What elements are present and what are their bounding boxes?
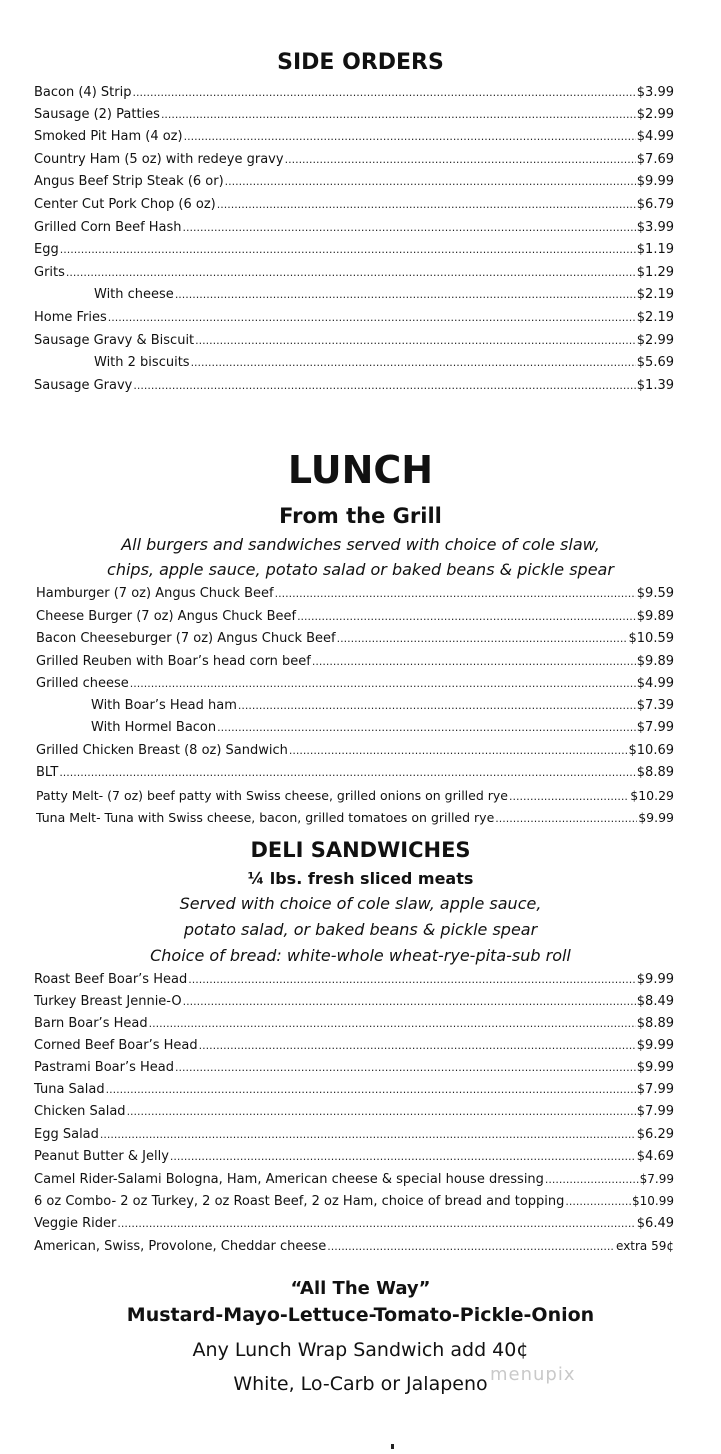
item-name: BLT <box>36 765 59 780</box>
menu-item <box>34 970 674 990</box>
item-price: $9.99 <box>638 810 674 825</box>
menu-item <box>34 1036 674 1056</box>
item-price: $9.99 <box>636 972 674 987</box>
item-price: $6.79 <box>636 197 674 212</box>
menu-item <box>34 376 674 396</box>
item-name: Grilled Corn Beef Hash <box>34 220 182 235</box>
item-price: $9.89 <box>636 609 674 624</box>
toppings-line: Mustard-Mayo-Lettuce-Tomato-Pickle-Onion <box>126 1304 595 1326</box>
item-price: $9.99 <box>636 1038 674 1053</box>
item-price: $8.89 <box>636 765 674 780</box>
item-price: $10.29 <box>630 788 674 803</box>
item-name: Smoked Pit Ham (4 oz) <box>34 129 183 144</box>
item-name: Sausage Gravy <box>34 378 133 393</box>
lunch-subtitle: From the Grill <box>279 504 442 528</box>
menu-item <box>34 1236 674 1256</box>
item-price: $7.99 <box>636 720 674 735</box>
menu-item <box>36 786 674 806</box>
item-price: $7.99 <box>636 1104 674 1119</box>
item-price: $1.39 <box>636 378 674 393</box>
menu-item <box>34 1014 674 1034</box>
menu-item <box>31 696 674 716</box>
menu-item <box>34 331 674 351</box>
lunch-note: All burgers and sandwiches served with choice of cole slaw, <box>121 535 600 554</box>
item-price: $3.99 <box>636 220 674 235</box>
item-name: With cheese <box>94 287 174 302</box>
deli-note: Served with choice of cole slaw, apple sauce, <box>179 894 542 913</box>
item-price: $9.99 <box>636 174 674 189</box>
deli-title: DELI SANDWICHES <box>250 838 471 862</box>
menu-item <box>36 808 674 828</box>
item-price: $6.49 <box>636 1216 674 1231</box>
item-price: $10.59 <box>628 631 674 646</box>
item-name: Grilled Chicken Breast (8 oz) Sandwich <box>36 743 288 758</box>
item-price: $7.69 <box>636 152 674 167</box>
item-name: With Boar’s Head ham <box>91 698 237 713</box>
item-price: $7.99 <box>636 1082 674 1097</box>
watermark: menupix <box>490 1364 576 1385</box>
menu-item <box>34 1147 674 1167</box>
menu-item <box>34 1214 674 1234</box>
item-name: Sausage Gravy & Biscuit <box>34 333 195 348</box>
item-price: $4.69 <box>636 1149 674 1164</box>
menu-item <box>34 172 674 192</box>
item-price: $6.29 <box>636 1127 674 1142</box>
menu-item <box>34 150 674 170</box>
item-price: $5.69 <box>636 355 674 370</box>
item-name: Grilled cheese <box>36 676 129 691</box>
menu-item <box>34 1102 674 1122</box>
menu-item <box>31 718 674 738</box>
item-name: Chicken Salad <box>34 1104 126 1119</box>
item-price: $10.69 <box>628 743 674 758</box>
menu-item <box>36 652 674 672</box>
menu-item <box>34 195 674 215</box>
item-price: extra 59¢ <box>616 1239 674 1253</box>
menu-item <box>34 1080 674 1100</box>
item-name: Grilled Reuben with Boar’s head corn beef <box>36 654 311 669</box>
item-price: $2.19 <box>636 287 674 302</box>
menu-item <box>34 127 674 147</box>
item-price: $1.19 <box>636 242 674 257</box>
page-mark <box>391 1444 394 1449</box>
deli-note: potato salad, or baked beans & pickle spear <box>183 920 538 939</box>
item-name: Tuna Melt- Tuna with Swiss cheese, bacon, grilled tomatoes on grilled rye <box>36 810 495 825</box>
menu-item <box>36 607 674 627</box>
item-price: $4.99 <box>636 129 674 144</box>
menu-item <box>34 240 674 260</box>
item-price: $7.39 <box>636 698 674 713</box>
menu-item <box>34 263 674 283</box>
item-name: Sausage (2) Patties <box>34 107 160 122</box>
item-price: $8.89 <box>636 1016 674 1031</box>
item-name: Patty Melt- (7 oz) beef patty with Swiss cheese, grilled onions on grilled rye <box>36 788 508 803</box>
menu-item <box>36 629 674 649</box>
item-price: $2.99 <box>636 107 674 122</box>
all-the-way-heading: “All The Way” <box>290 1278 431 1299</box>
item-name: Veggie Rider <box>34 1216 117 1231</box>
menu-item <box>34 353 674 373</box>
item-name: Home Fries <box>34 310 107 325</box>
item-name: With Hormel Bacon <box>91 720 217 735</box>
item-price: $2.99 <box>636 333 674 348</box>
wrap-options-line: White, Lo-Carb or Jalapeno <box>233 1373 488 1395</box>
menu-item <box>34 218 674 238</box>
menu-item <box>34 83 674 103</box>
menu-item <box>36 584 674 604</box>
lunch-note: chips, apple sauce, potato salad or baked beans & pickle spear <box>107 560 614 579</box>
item-name: Country Ham (5 oz) with redeye gravy <box>34 152 284 167</box>
item-name: Bacon Cheeseburger (7 oz) Angus Chuck Beef <box>36 631 336 646</box>
item-name: Bacon (4) Strip <box>34 85 132 100</box>
item-name: Egg <box>34 242 59 257</box>
menu-item <box>34 105 674 125</box>
menu-item <box>34 285 674 305</box>
item-price: $9.99 <box>636 1060 674 1075</box>
item-name: Cheese Burger (7 oz) Angus Chuck Beef <box>36 609 297 624</box>
item-name: Hamburger (7 oz) Angus Chuck Beef <box>36 586 274 601</box>
item-name: Pastrami Boar’s Head <box>34 1060 175 1075</box>
item-name: Camel Rider-Salami Bologna, Ham, American cheese & special house dressing <box>34 1172 544 1187</box>
item-price: $3.99 <box>636 85 674 100</box>
deli-note: Choice of bread: white-whole wheat-rye-pita-sub roll <box>150 946 571 965</box>
item-name: 6 oz Combo- 2 oz Turkey, 2 oz Roast Beef, 2 oz Ham, choice of bread and topping <box>34 1194 565 1209</box>
item-name: Center Cut Pork Chop (6 oz) <box>34 197 216 212</box>
item-name: Corned Beef Boar’s Head <box>34 1038 198 1053</box>
menu-item <box>34 1125 674 1145</box>
item-name: With 2 biscuits <box>94 355 190 370</box>
menu-item <box>36 741 674 761</box>
lunch-title: LUNCH <box>287 448 434 492</box>
item-name: American, Swiss, Provolone, Cheddar cheese <box>34 1239 327 1254</box>
item-name: Turkey Breast Jennie-O <box>34 994 182 1009</box>
item-price: $10.99 <box>632 1194 674 1208</box>
menu-item <box>34 1058 674 1078</box>
menu-item <box>34 992 674 1012</box>
item-name: Egg Salad <box>34 1127 99 1142</box>
item-price: $9.89 <box>636 654 674 669</box>
item-name: Peanut Butter & Jelly <box>34 1149 169 1164</box>
item-price: $7.99 <box>639 1172 674 1186</box>
item-price: $9.59 <box>636 586 674 601</box>
item-price: $2.19 <box>636 310 674 325</box>
item-name: Roast Beef Boar’s Head <box>34 972 188 987</box>
item-price: $4.99 <box>636 676 674 691</box>
menu-item <box>36 763 674 783</box>
item-name: Grits <box>34 265 65 280</box>
wrap-line: Any Lunch Wrap Sandwich add 40¢ <box>192 1339 529 1361</box>
menu-item <box>34 1191 674 1211</box>
item-price: $1.29 <box>636 265 674 280</box>
deli-subtitle: ¼ lbs. fresh sliced meats <box>247 869 474 888</box>
side-orders-title: SIDE ORDERS <box>277 50 444 75</box>
item-name: Barn Boar’s Head <box>34 1016 148 1031</box>
item-name: Tuna Salad <box>34 1082 105 1097</box>
menu-item <box>34 308 674 328</box>
menu-item <box>34 1169 674 1189</box>
item-name: Angus Beef Strip Steak (6 or) <box>34 174 224 189</box>
item-price: $8.49 <box>636 994 674 1009</box>
menu-item <box>36 674 674 694</box>
